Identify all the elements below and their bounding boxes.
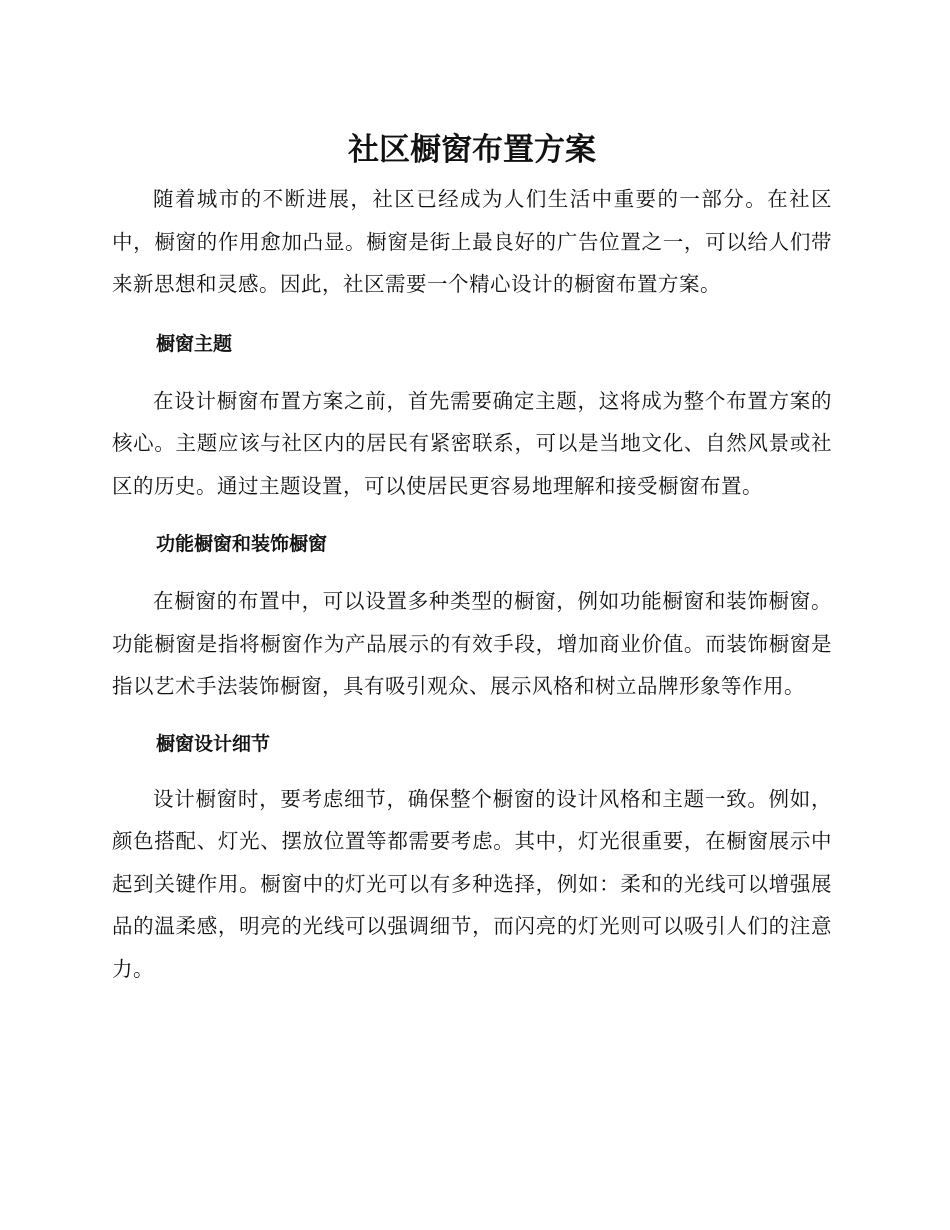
intro-paragraph: 随着城市的不断进展，社区已经成为人们生活中重要的一部分。在社区中，橱窗的作用愈加凸显。橱窗是街上最良好的广告位置之一，可以给人们带来新思想和灵感。因此，社区需要一个精心设计的橱窗布置方案。 (112, 187, 832, 296)
section-heading-theme: 橱窗主题 (156, 332, 233, 355)
section-heading-design-details: 橱窗设计细节 (156, 732, 271, 755)
section-heading-window-types: 功能橱窗和装饰橱窗 (156, 533, 328, 555)
document-page (112, 128, 832, 990)
document-title: 社区橱窗布置方案 (348, 132, 596, 168)
section-paragraph-design-details: 设计橱窗时，要考虑细节，确保整个橱窗的设计风格和主题一致。例如，颜色搭配、灯光、摆放位置等都需要考虑。其中，灯光很重要，在橱窗展示中起到关键作用。橱窗中的灯光可以有多种选择，例如：柔和的光线可以增强展品的温柔感，明亮的光线可以强调细节，而闪亮的灯光则可以吸引人们的注意力。 (112, 786, 832, 981)
section-paragraph-theme: 在设计橱窗布置方案之前，首先需要确定主题，这将成为整个布置方案的核心。主题应该与社区内的居民有紧密联系，可以是当地文化、自然风景或社区的历史。通过主题设置，可以使居民更容易地理解和接受橱窗布置。 (112, 388, 832, 498)
section-paragraph-window-types: 在橱窗的布置中，可以设置多种类型的橱窗，例如功能橱窗和装饰橱窗。功能橱窗是指将橱窗作为产品展示的有效手段，增加商业价值。而装饰橱窗是指以艺术手法装饰橱窗，具有吸引观众、展示风格和树立品牌形象等作用。 (112, 589, 832, 698)
